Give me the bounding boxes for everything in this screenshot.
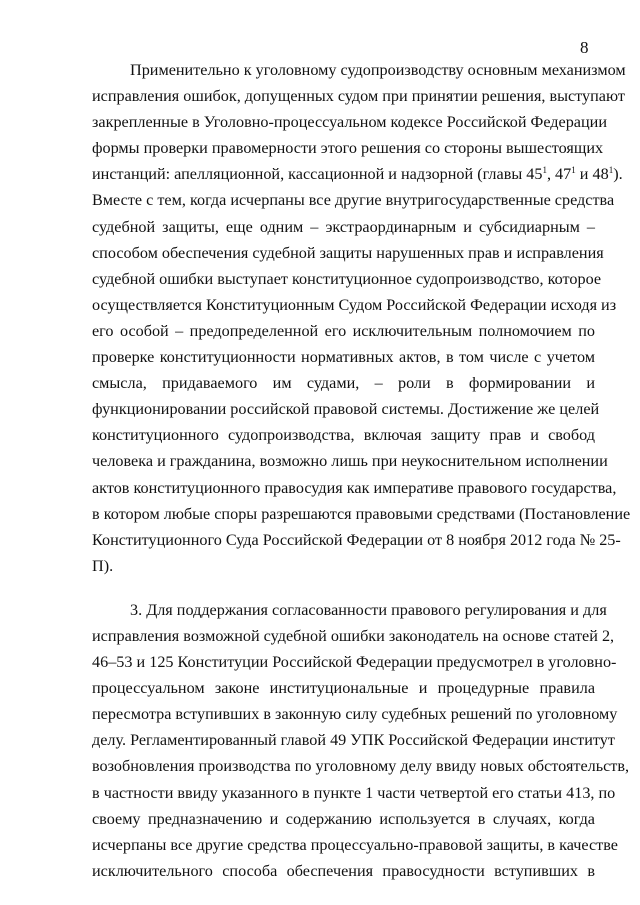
text-line: в частности ввиду указанного в пункте 1 части четвертой его статьи 413, по [92,783,616,802]
text-line: конституционного судопроизводства, включая защиту прав и свобод [92,426,595,445]
text-line: проверке конституционности нормативных актов, в том числе с учетом [92,348,595,367]
text-line: человека и гражданина, возможно лишь при неукоснительном исполнении [92,452,608,471]
text-line: П). [92,556,114,575]
text-line: судебной защиты, еще одним – экстраординарным и субсидиарным – [92,217,595,236]
text-line: 3. Для поддержания согласованности правового регулирования и для [130,600,607,619]
text-line: Вместе с тем, когда исчерпаны все другие внутригосударственные средства [92,191,615,210]
text-line: актов конституционного правосудия как императиве правового государства, [92,478,617,497]
text-line: исключительного способа обеспечения правосудности вступивших в [92,861,595,880]
text-line: его особой – предопределенной его исключительным полномочием по [92,321,595,340]
text-line: Применительно к уголовному судопроизводству основным механизмом [130,61,626,79]
text-line: пересмотра вступивших в законную силу судебных решений по уголовному [92,705,618,724]
document-body [92,57,631,884]
text-line: формы проверки правомерности этого решения со стороны вышестоящих [92,139,604,158]
text-line: возобновления производства по уголовному делу ввиду новых обстоятельств, [92,757,630,776]
text-line: исправления ошибок, допущенных судом при принятии решения, выступают [92,87,625,106]
text-line: Конституционного Суда Российской Федерации от 8 ноября 2012 года № 25- [92,530,621,549]
text-line: своему предназначению и содержанию используется в случаях, когда [92,809,595,828]
text-line: 46–53 и 125 Конституции Российской Федерации предусмотрел в уголовно- [92,653,617,672]
text-line: делу. Регламентированный главой 49 УПК Российской Федерации институт [92,731,615,750]
text-line: смысла, придаваемого им судами, – роли в формировании и [92,374,595,393]
text-line-with-footnote-marks: инстанций: апелляционной, кассационной и надзорной (главы $45^1$, $47^1$ и $48^1$). [92,165,623,184]
text-line: закрепленные в Уголовно-процессуальном кодексе Российской Федерации [92,113,607,132]
text-line: в котором любые споры разрешаются правовыми средствами (Постановление [92,504,631,523]
text-line: судебной ошибки выступает конституционное судопроизводство, которое [92,269,602,288]
text-line: процессуальном законе институциональные и процедурные правила [92,679,595,698]
page-number: 8 [580,38,589,57]
text-line: осуществляется Конституционным Судом Российской Федерации исходя из [92,295,617,314]
text-line: исчерпаны все другие средства процессуально-правовой защиты, в качестве [92,835,618,854]
text-line: способом обеспечения судебной защиты нарушенных прав и исправления [92,243,604,262]
text-line: исправления возможной судебной ошибки законодатель на основе статей 2, [92,626,615,645]
text-line: функционировании российской правовой системы. Достижение же целей [92,400,600,419]
